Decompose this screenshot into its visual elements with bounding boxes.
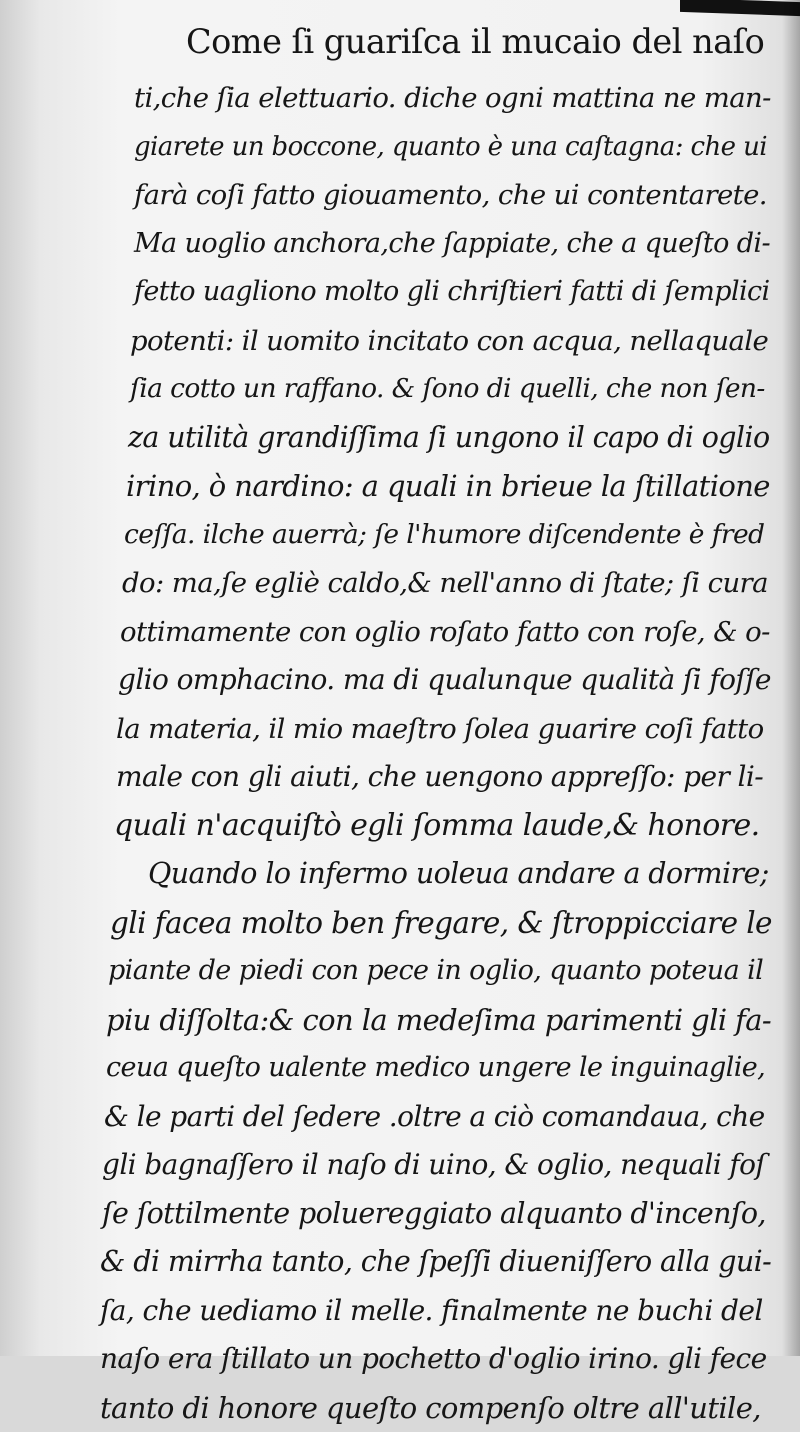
text-line: do: ma,ſe egliè caldo,& nell'anno di ſtate; ſi cura [100, 559, 772, 608]
text-line: farà coſi fatto giouamento, che ui contentarete. [100, 171, 772, 220]
running-head: Come ſi guariſca il mucaio del naſo [186, 22, 746, 61]
text-line: piante de piedi con pece in oglio, quanto poteua il [100, 947, 772, 996]
text-line: ſa, che uediamo il melle. finalmente ne buchi del [100, 1287, 772, 1336]
text-line: ottimamente con oglio roſato fatto con roſe, & o- [100, 608, 772, 657]
text-line: ceua queſto ualente medico ungere le inguinaglie, [100, 1044, 772, 1093]
text-line: tanto di honore queſto compenſo oltre all'utile, [100, 1384, 772, 1432]
text-line: la materia, il mio maeſtro ſolea guarire coſi fatto [100, 705, 772, 754]
text-line: & di mirrha tanto, che ſpeſſi diueniſſero alla gui- [100, 1238, 772, 1287]
text-line: & le parti del ſedere .oltre a ciò comandaua, che [100, 1093, 772, 1142]
text-line: Quando lo infermo uoleua andare a dormire; [100, 850, 772, 899]
body-text [100, 74, 772, 1432]
text-line: piu diſſolta:& con la medeſima parimenti gli fa- [100, 996, 772, 1045]
text-line: quali n'acquiſtò egli ſomma laude,& honore. [100, 802, 772, 851]
text-line: ti,che ſia elettuario. diche ogni mattina ne man- [100, 74, 772, 123]
text-line: giarete un boccone, quanto è una caſtagna: che ui [100, 123, 772, 172]
text-line: ſe ſottilmente poluereggiato alquanto d'incenſo, [100, 1190, 772, 1239]
text-line: za utilità grandiſſima ſi ungono il capo di oglio [100, 414, 772, 463]
text-line: male con gli aiuti, che uengono appreſſo: per li- [100, 753, 772, 802]
text-line: gli bagnaſſero il naſo di uino, & oglio, nequali foſ [100, 1141, 772, 1190]
text-line: gli facea molto ben fregare, & ſtroppicciare le [100, 899, 772, 948]
binding-shadow [782, 0, 800, 1356]
text-line: irino, ò nardino: a quali in brieue la ſtillatione [100, 462, 772, 511]
text-line: fetto uagliono molto gli chriſtieri fatti di ſemplici [100, 268, 772, 317]
text-line: naſo era ſtillato un pochetto d'oglio irino. gli fece [100, 1335, 772, 1384]
text-line: ceſſa. ilche auerrà; ſe l'humore diſcendente è fred [100, 511, 772, 560]
text-line: ſia cotto un raffano. & ſono di quelli, che non ſen- [100, 365, 772, 414]
text-line: glio omphacino. ma di qualunque qualità ſi foſſe [100, 656, 772, 705]
text-line: potenti: il uomito incitato con acqua, nellaquale [100, 317, 772, 366]
text-line: Ma uoglio anchora,che ſappiate, che a queſto di- [100, 220, 772, 269]
